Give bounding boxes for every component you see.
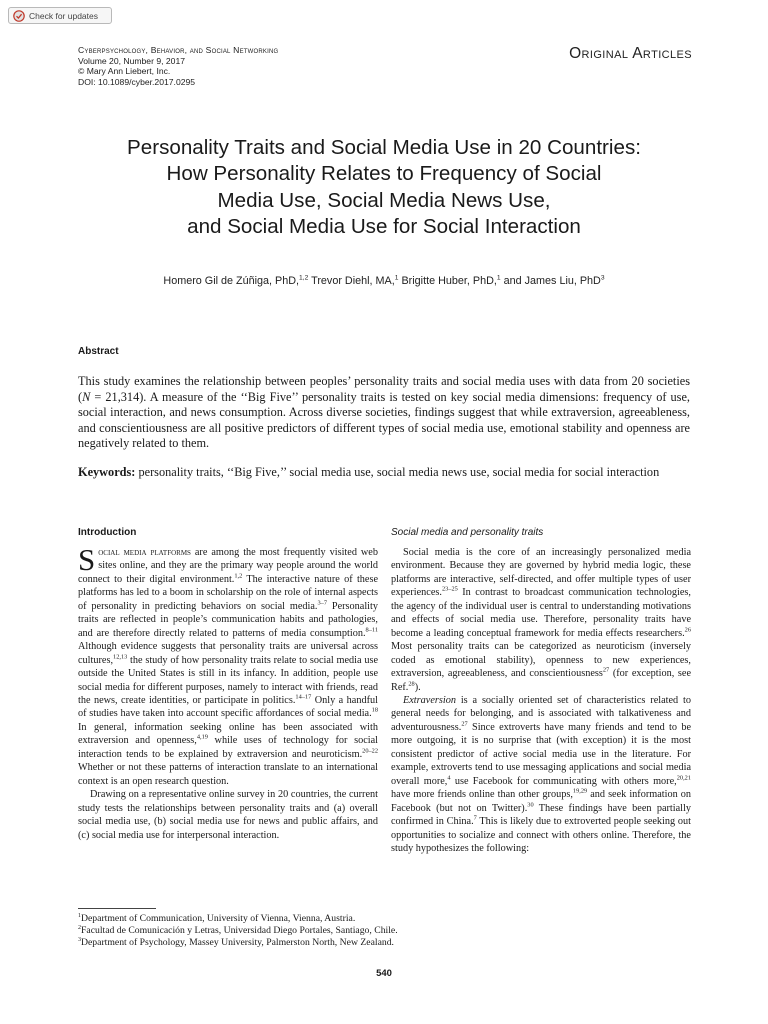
abstract-text bbox=[78, 374, 690, 452]
keywords-text: personality traits, ‘‘Big Five,’’ social media use, social media news use, social media for social interaction bbox=[135, 465, 660, 479]
body-paragraph bbox=[391, 694, 691, 855]
journal-header bbox=[78, 45, 478, 87]
citation[interactable]: 28 bbox=[408, 680, 415, 688]
text-run: Although evidence suggests that personality traits are universal across cultures, bbox=[78, 641, 378, 666]
journal-name: Cyberpsychology, Behavior, and Social Networking bbox=[78, 45, 279, 55]
journal-doi[interactable]: DOI: 10.1089/cyber.2017.0295 bbox=[78, 76, 196, 87]
text-run: Only a handful of studies have taken into account specific affordances of social media. bbox=[78, 694, 378, 720]
left-column bbox=[78, 542, 378, 842]
term-extraversion: Extraversion bbox=[403, 694, 456, 706]
author-name[interactable]: and James Liu, PhD bbox=[503, 275, 601, 287]
section-label: Original Articles bbox=[569, 45, 692, 62]
intro-paragraph bbox=[78, 542, 378, 788]
text-run: Most personality traits can be categorized as neuroticism (inversely coded as emotional stability), openness to new experiences, extraversion, agreeableness, and conscientiousness bbox=[391, 641, 691, 680]
footnote bbox=[78, 937, 690, 949]
journal-copyright: © Mary Ann Liebert, Inc. bbox=[78, 66, 171, 77]
subsection-heading: Social media and personality traits bbox=[391, 527, 544, 538]
update-icon bbox=[13, 10, 25, 22]
citation[interactable]: 4,19 bbox=[196, 733, 208, 741]
text-run: (for exception, see Ref. bbox=[391, 668, 691, 693]
text-run: is a socially oriented set of characteristics related to general needs for belonging, and is associated with talkativeness and adventurousness. bbox=[391, 694, 691, 733]
text-run: Social media is the core of an increasingly personalized media environment. Because they are governed by hybrid media logic, these platforms are interactive, self-directed, and offer multiple types of user experiences. bbox=[391, 547, 691, 599]
author-name[interactable]: Trevor Diehl, MA, bbox=[311, 275, 395, 287]
citation[interactable]: 18 bbox=[371, 707, 378, 715]
citation[interactable]: 3–7 bbox=[317, 599, 327, 607]
abstract-heading: Abstract bbox=[78, 346, 119, 357]
citation[interactable]: 14–17 bbox=[295, 693, 312, 701]
text-run: The interactive nature of these platforms has led to a boom in scholarship on the role of internal aspects of personality in predicting behaviors on social media. bbox=[78, 573, 378, 612]
title-line: Personality Traits and Social Media Use in 20 Countries: bbox=[127, 136, 641, 159]
title-line: How Personality Relates to Frequency of Social bbox=[166, 162, 602, 186]
citation[interactable]: 30 bbox=[527, 801, 534, 809]
intro-paragraph: Drawing on a representative online survey in 20 countries, the current study tests the relationships between personality traits and (a) overall social media use, (b) social media use for news and public affairs, and (c) social media use for interpersonal interaction. bbox=[78, 789, 378, 841]
citation[interactable]: 20,21 bbox=[676, 774, 691, 782]
author-name[interactable]: Homero Gil de Zúñiga, PhD, bbox=[163, 275, 300, 287]
citation[interactable]: 7 bbox=[473, 814, 477, 822]
check-for-updates-label: Check for updates bbox=[29, 10, 98, 21]
journal-volume: Volume 20, Number 9, 2017 bbox=[78, 55, 186, 66]
abstract-text-part: This study examines the relationship between peoples’ personality traits and social media uses with data from 20 societies ( bbox=[78, 374, 690, 404]
footnote-number: 3 bbox=[78, 936, 81, 943]
right-column bbox=[391, 546, 691, 855]
author-list bbox=[60, 275, 708, 287]
article-title bbox=[60, 135, 708, 240]
text-run: and seek information on Facebook (but not on Twitter). bbox=[391, 789, 691, 814]
text-run: are among the most frequently visited web sites online, and they are the primary way people around the world connect to their digital environment. bbox=[78, 547, 378, 585]
drop-cap: S bbox=[78, 542, 96, 577]
body-paragraph bbox=[391, 546, 691, 694]
footnotes bbox=[78, 913, 690, 949]
citation[interactable]: 12,13 bbox=[113, 653, 128, 661]
author-affiliation: 1 bbox=[496, 274, 501, 282]
author-affiliation: 1,2 bbox=[299, 274, 309, 282]
page-number: 540 bbox=[376, 968, 392, 979]
citation[interactable]: 1,2 bbox=[234, 572, 243, 580]
abstract-n-variable: N bbox=[82, 389, 91, 404]
citation[interactable]: 4 bbox=[447, 774, 451, 782]
citation[interactable]: 8–11 bbox=[365, 626, 378, 634]
text-run: Whether or not these patterns of interaction translate to an international context is an open research question. bbox=[78, 762, 378, 787]
introduction-heading: Introduction bbox=[78, 527, 137, 538]
text-run: In contrast to broadcast communication technologies, the agency of the individual user is central to understanding motivations and effects of social media use. Therefore, personality traits have become a leading conceptual framework for media effects researchers. bbox=[391, 587, 691, 639]
footnote-divider bbox=[78, 908, 156, 909]
footnote-text: Department of Psychology, Massey University, Palmerston North, New Zealand. bbox=[81, 937, 394, 948]
text-run: This is likely due to extroverted people seeking out opportunities to socialize and connect with others online. Therefore, the study hypothesizes the following: bbox=[391, 816, 692, 854]
abstract-text-part: = 21,314). A measure of the ‘‘Big Five’’ personality traits is tested on key social media dimensions: frequency of use, social interaction, and news consumption. Across diverse societies, findings suggest that while extraversion, agreeableness, and conscientiousness are all positive predictors of different types of social media use, emotional stability and openness are negatively related to them. bbox=[78, 389, 690, 451]
text-run: Personality traits are reflected in people’s communication habits and pathologies, and are therefore directly related to patterns of media consumption. bbox=[78, 600, 378, 639]
text-run: These findings have been partially confirmed in China. bbox=[391, 802, 691, 828]
footnote-text: Facultad de Comunicación y Letras, Universidad Diego Portales, Santiago, Chile. bbox=[81, 925, 398, 936]
footnote-number: 2 bbox=[78, 924, 81, 931]
check-for-updates-button[interactable] bbox=[8, 7, 112, 24]
author-name[interactable]: Brigitte Huber, PhD, bbox=[401, 275, 497, 287]
text-run: have more friends online than other groups, bbox=[391, 789, 573, 801]
keywords bbox=[78, 465, 690, 481]
footnote-text: Department of Communication, University of Vienna, Vienna, Austria. bbox=[81, 913, 356, 924]
intro-smallcaps: ocial media platforms bbox=[98, 547, 191, 558]
citation[interactable]: 23–25 bbox=[441, 585, 458, 593]
text-run: In general, information seeking online has been associated with extraversion and openness, bbox=[78, 721, 378, 747]
text-run: the study of how personality traits relate to social media use outside the United States is still in its infancy. In addition, people use social media for different purposes, namely to interact with friends, read the news, create identities, or participate in politics. bbox=[78, 654, 378, 706]
text-run: ). bbox=[414, 681, 421, 693]
citation[interactable]: 20–22 bbox=[362, 747, 378, 755]
footnote-number: 1 bbox=[78, 912, 81, 919]
text-run: while uses of technology for social interaction tends to be explained by extraversion and neuroticism. bbox=[78, 735, 378, 760]
title-line: and Social Media Use for Social Interaction bbox=[187, 214, 581, 238]
author-affiliation: 3 bbox=[600, 274, 605, 282]
keywords-label: Keywords: bbox=[78, 465, 136, 479]
title-line: Media Use, Social Media News Use, bbox=[217, 188, 551, 212]
author-affiliation: 1 bbox=[394, 274, 399, 282]
footnote bbox=[78, 925, 690, 937]
citation[interactable]: 19,29 bbox=[572, 787, 588, 795]
footnote bbox=[78, 913, 690, 925]
citation[interactable]: 27 bbox=[602, 666, 610, 674]
text-run: use Facebook for communicating with others more, bbox=[450, 775, 677, 787]
citation[interactable]: 26 bbox=[684, 626, 691, 634]
text-run: Since extroverts have many friends and tend to be more outgoing, it is no surprise that (with exception) it is the most consistent predictor of active social media use in the literature. For example, extroverts tend to use messaging applications and social media overall more, bbox=[391, 721, 691, 787]
citation[interactable]: 27 bbox=[461, 720, 468, 728]
